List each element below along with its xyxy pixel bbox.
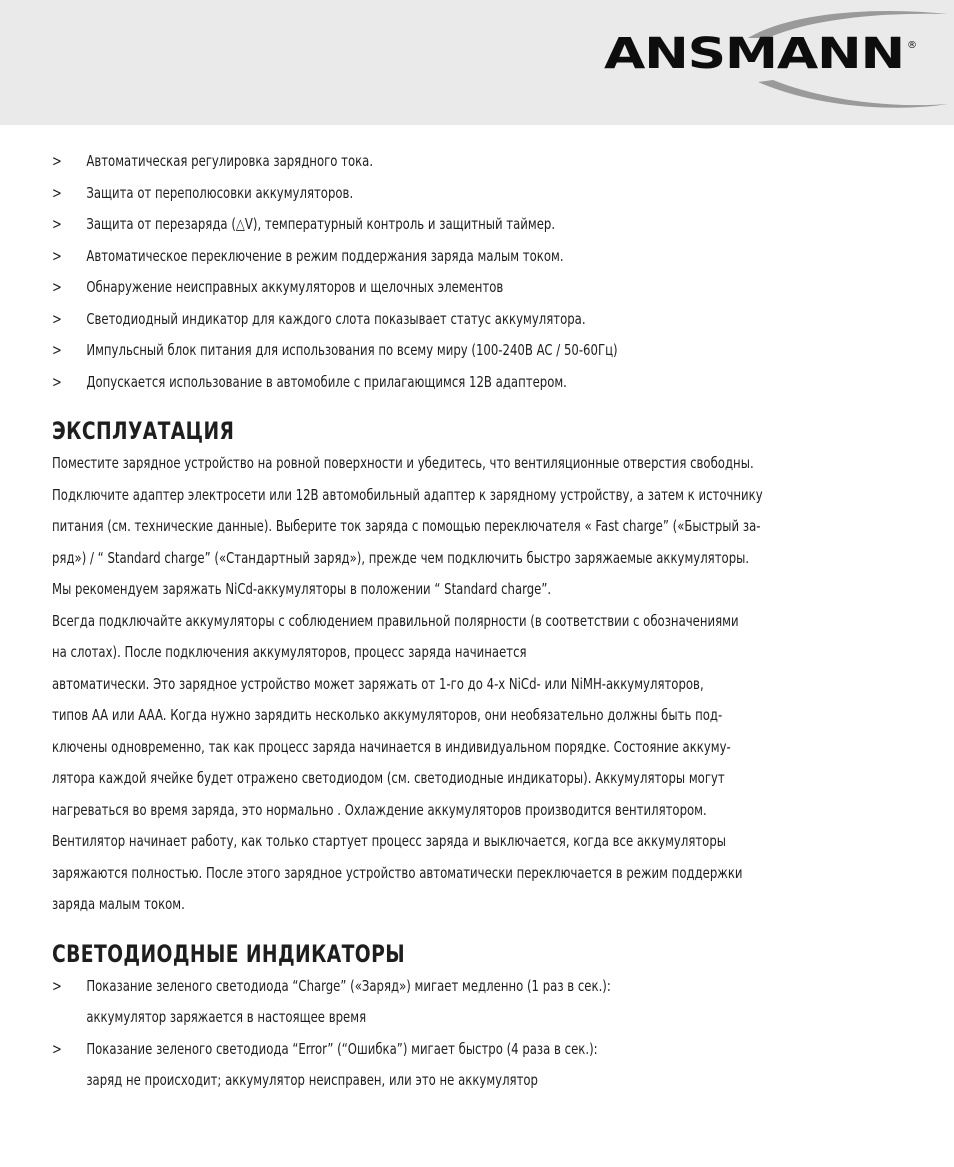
led-indicators-list <box>52 971 912 1097</box>
list-item: > Защита от переполюсовки аккумуляторов. <box>52 178 912 210</box>
text-line: типов AA или AAA. Когда нужно зарядить несколько аккумуляторов, они необязательно должны быть под- <box>52 706 723 724</box>
registered-mark: ® <box>907 40 917 51</box>
bullet-marker: > <box>52 183 62 202</box>
bullet-marker: > <box>52 1039 62 1058</box>
text-line: ряд») / “ Standard charge” («Стандартный заряд»), прежде чем подключить быстро заряжаемые аккумуляторы. <box>52 548 750 567</box>
list-item: > Показание зеленого светодиода “Charge” («Заряд») мигает медленно (1 раз в сек.): аккумулятор заряжается в настоящее время <box>52 971 912 1034</box>
operation-heading: ЭКСПЛУАТАЦИЯ <box>52 417 235 445</box>
text-line: Подключите адаптер электросети или 12В автомобильный адаптер к зарядному устройству, а затем к источнику <box>52 485 763 504</box>
text-line: ключены одновременно, так как процесс заряда начинается в индивидуальном порядке. Состояние аккуму- <box>52 737 731 756</box>
text-line: питания (см. технические данные). Выберите ток заряда с помощью переключателя « Fast charge” («Быстрый за- <box>52 517 761 535</box>
text-line: нагреваться во время заряда, это нормально . Охлаждение аккумуляторов производится вентилятором. <box>52 800 707 819</box>
text-line: Вентилятор начинает работу, как только стартует процесс заряда и выключается, когда все аккумуляторы <box>52 832 727 850</box>
features-list <box>52 146 912 398</box>
text-line: Всегда подключайте аккумуляторы с соблюдением правильной полярности (в соответствии с обозначениями <box>52 611 739 630</box>
bullet-marker: > <box>52 309 62 328</box>
text-line: лятора каждой ячейке будет отражено светодиодом (см. светодиодные индикаторы). Аккумуляторы могут <box>52 769 725 787</box>
bullet-marker: > <box>52 215 62 233</box>
operation-paragraph <box>52 448 912 921</box>
text-line: на слотах). После подключения аккумуляторов, процесс заряда начинается <box>52 643 527 661</box>
led-indicators-heading: СВЕТОДИОДНЫЕ ИНДИКАТОРЫ <box>52 939 406 968</box>
logo-wordmark: ANSMANN <box>604 29 904 79</box>
bullet-marker: > <box>52 372 62 391</box>
text-line: Поместите зарядное устройство на ровной поверхности и убедитесь, что вентиляционные отверстия свободны. <box>52 454 754 472</box>
text-line: заряда малым током. <box>52 895 185 913</box>
bullet-marker: > <box>52 341 62 359</box>
list-item: > Импульсный блок питания для использования по всему миру (100-240В AC / 50-60Гц) <box>52 335 912 367</box>
bullet-marker: > <box>52 152 62 170</box>
list-item: > Автоматическое переключение в режим поддержания заряда малым током. <box>52 241 912 273</box>
logo-swoosh-bottom <box>758 80 948 108</box>
text-line: заряжаются полностью. После этого зарядное устройство автоматически переключается в режим поддержки <box>52 863 743 882</box>
document-body <box>52 146 763 1097</box>
ansmann-logo <box>598 8 950 110</box>
list-item: > Показание зеленого светодиода “Error” (“Ошибка”) мигает быстро (4 раза в сек.): заряд не происходит; аккумулятор неисправен, или это не аккумулятор <box>52 1034 912 1097</box>
text-line: автоматически. Это зарядное устройство может заряжать от 1-го до 4-х NiCd- или NiMH-аккумуляторов, <box>52 674 704 693</box>
list-item: > Автоматическая регулировка зарядного тока. <box>52 146 912 178</box>
text-line: Мы рекомендуем заряжать NiCd-аккумуляторы в положении “ Standard charge”. <box>52 580 552 598</box>
bullet-marker: > <box>52 976 62 995</box>
list-item: > Обнаружение неисправных аккумуляторов и щелочных элементов <box>52 272 912 304</box>
bullet-marker: > <box>52 246 62 265</box>
page-header <box>0 0 954 125</box>
bullet-marker: > <box>52 278 62 296</box>
list-item: > Защита от перезаряда (△V), температурный контроль и защитный таймер. <box>52 209 912 241</box>
list-item: > Светодиодный индикатор для каждого слота показывает статус аккумулятора. <box>52 304 912 336</box>
list-item: > Допускается использование в автомобиле с прилагающимся 12В адаптером. <box>52 367 912 399</box>
